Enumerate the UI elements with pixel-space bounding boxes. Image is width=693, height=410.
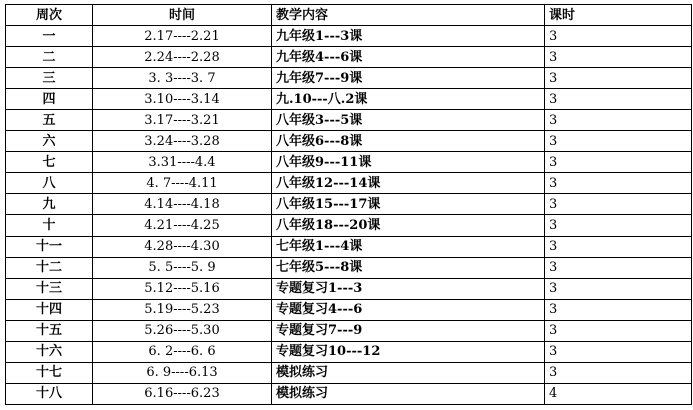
time-cell: 5.26----5.30	[93, 320, 272, 341]
week-cell: 十六	[6, 341, 93, 362]
table-row	[6, 26, 692, 47]
table-row	[6, 236, 692, 257]
content-cell: 模拟练习	[272, 362, 545, 383]
table-row	[6, 110, 692, 131]
content-cell: 专题复习7---9	[272, 320, 545, 341]
content-cell: 专题复习1---3	[272, 278, 545, 299]
table-row	[6, 173, 692, 194]
table-row	[6, 278, 692, 299]
week-cell: 十七	[6, 362, 93, 383]
time-cell: 3.10----3.14	[93, 89, 272, 110]
content-cell: 模拟练习	[272, 383, 545, 404]
time-cell: 3.24----3.28	[93, 131, 272, 152]
week-cell: 六	[6, 131, 93, 152]
week-cell: 十	[6, 215, 93, 236]
week-cell: 二	[6, 47, 93, 68]
content-cell: 八年级9---11课	[272, 152, 545, 173]
header-hours: 课时	[545, 5, 692, 26]
week-cell: 十八	[6, 383, 93, 404]
table-row	[6, 68, 692, 89]
hours-cell: 3	[545, 47, 692, 68]
content-cell: 专题复习10---12	[272, 341, 545, 362]
table-row	[6, 383, 692, 404]
table-row	[6, 341, 692, 362]
week-cell: 十四	[6, 299, 93, 320]
week-cell: 十三	[6, 278, 93, 299]
content-cell: 九.10---八.2课	[272, 89, 545, 110]
hours-cell: 3	[545, 362, 692, 383]
time-cell: 2.17----2.21	[93, 26, 272, 47]
table-row	[6, 320, 692, 341]
table-row	[6, 152, 692, 173]
hours-cell: 4	[545, 383, 692, 404]
week-cell: 九	[6, 194, 93, 215]
week-cell: 十五	[6, 320, 93, 341]
time-cell: 4. 7----4.11	[93, 173, 272, 194]
time-cell: 3. 3----3. 7	[93, 68, 272, 89]
content-cell: 九年级4---6课	[272, 47, 545, 68]
time-cell: 5. 5----5. 9	[93, 257, 272, 278]
content-cell: 八年级15---17课	[272, 194, 545, 215]
table-row	[6, 362, 692, 383]
hours-cell: 3	[545, 215, 692, 236]
table-row	[6, 194, 692, 215]
week-cell: 五	[6, 110, 93, 131]
teaching-schedule-table	[5, 4, 692, 405]
content-cell: 专题复习4---6	[272, 299, 545, 320]
table-row	[6, 131, 692, 152]
table-row	[6, 89, 692, 110]
hours-cell: 3	[545, 152, 692, 173]
content-cell: 八年级6---8课	[272, 131, 545, 152]
week-cell: 十一	[6, 236, 93, 257]
hours-cell: 3	[545, 257, 692, 278]
table-header-row	[6, 5, 692, 26]
time-cell: 6. 9----6.13	[93, 362, 272, 383]
content-cell: 八年级3---5课	[272, 110, 545, 131]
hours-cell: 3	[545, 320, 692, 341]
content-cell: 七年级1---4课	[272, 236, 545, 257]
hours-cell: 3	[545, 131, 692, 152]
table-row	[6, 299, 692, 320]
week-cell: 八	[6, 173, 93, 194]
hours-cell: 3	[545, 110, 692, 131]
time-cell: 5.12----5.16	[93, 278, 272, 299]
week-cell: 七	[6, 152, 93, 173]
table-row	[6, 47, 692, 68]
time-cell: 4.21----4.25	[93, 215, 272, 236]
week-cell: 三	[6, 68, 93, 89]
content-cell: 八年级12---14课	[272, 173, 545, 194]
content-cell: 七年级5---8课	[272, 257, 545, 278]
hours-cell: 3	[545, 236, 692, 257]
time-cell: 3.31----4.4	[93, 152, 272, 173]
hours-cell: 3	[545, 68, 692, 89]
week-cell: 一	[6, 26, 93, 47]
hours-cell: 3	[545, 173, 692, 194]
week-cell: 十二	[6, 257, 93, 278]
hours-cell: 3	[545, 341, 692, 362]
content-cell: 八年级18---20课	[272, 215, 545, 236]
time-cell: 2.24----2.28	[93, 47, 272, 68]
content-cell: 九年级1---3课	[272, 26, 545, 47]
time-cell: 3.17----3.21	[93, 110, 272, 131]
hours-cell: 3	[545, 26, 692, 47]
time-cell: 5.19----5.23	[93, 299, 272, 320]
table-row	[6, 257, 692, 278]
hours-cell: 3	[545, 299, 692, 320]
header-time: 时间	[93, 5, 272, 26]
hours-cell: 3	[545, 278, 692, 299]
hours-cell: 3	[545, 194, 692, 215]
hours-cell: 3	[545, 89, 692, 110]
time-cell: 4.14----4.18	[93, 194, 272, 215]
table-row	[6, 215, 692, 236]
time-cell: 6. 2----6. 6	[93, 341, 272, 362]
content-cell: 九年级7---9课	[272, 68, 545, 89]
header-content: 教学内容	[272, 5, 545, 26]
time-cell: 6.16----6.23	[93, 383, 272, 404]
time-cell: 4.28----4.30	[93, 236, 272, 257]
week-cell: 四	[6, 89, 93, 110]
header-week: 周次	[6, 5, 93, 26]
